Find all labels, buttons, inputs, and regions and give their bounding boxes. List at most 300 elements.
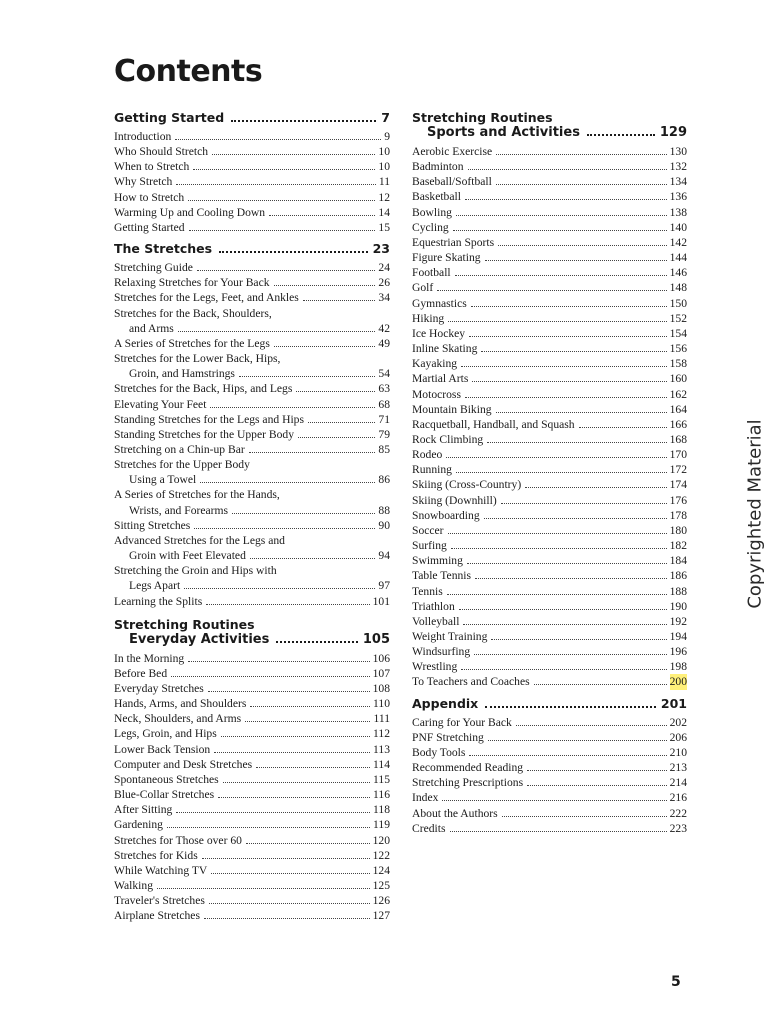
toc-entry[interactable] xyxy=(412,462,687,477)
dot-leader xyxy=(534,684,667,685)
toc-entry[interactable] xyxy=(114,726,390,741)
entry-title: Mountain Biking xyxy=(412,402,492,416)
dot-leader xyxy=(197,270,376,271)
entry-page-number: 85 xyxy=(378,442,390,456)
toc-section xyxy=(114,110,390,235)
entry-title: Baseball/Softball xyxy=(412,175,492,189)
section-page-number: 129 xyxy=(659,125,687,140)
toc-entry[interactable] xyxy=(114,205,390,220)
toc-entry[interactable] xyxy=(114,711,390,726)
dot-leader xyxy=(232,513,375,514)
entry-title: Hands, Arms, and Shoulders xyxy=(114,697,247,711)
entry-page-number: 150 xyxy=(669,296,687,310)
dot-leader xyxy=(501,503,667,504)
toc-left-column xyxy=(114,110,390,924)
dot-leader xyxy=(269,215,375,216)
section-page-number: 23 xyxy=(372,241,390,257)
entry-title: Credits xyxy=(412,821,446,835)
dot-leader xyxy=(485,706,656,708)
toc-entry[interactable] xyxy=(114,742,390,757)
dot-leader xyxy=(210,407,375,408)
toc-entry[interactable] xyxy=(114,878,390,893)
entry-title: Tennis xyxy=(412,584,443,598)
entry-page-number: 34 xyxy=(378,291,390,305)
entry-page-number: 110 xyxy=(373,697,390,711)
entry-title: Stretching Guide xyxy=(114,261,193,275)
copyright-text: Copyrighted Material xyxy=(744,419,766,609)
toc-entry[interactable] xyxy=(114,787,390,802)
toc-entry[interactable] xyxy=(412,477,687,492)
entry-title: Index xyxy=(412,791,439,805)
entry-title: Stretches for the Lower Back, Hips, xyxy=(114,352,281,366)
entry-title: Skiing (Cross-Country) xyxy=(412,478,522,492)
entry-page-number: 134 xyxy=(669,175,687,189)
dot-leader xyxy=(212,154,375,155)
toc-entry[interactable] xyxy=(114,696,390,711)
entry-page-number: 156 xyxy=(669,342,687,356)
dot-leader xyxy=(231,120,376,122)
entry-page-number: 42 xyxy=(378,321,390,335)
entry-title: Caring for Your Back xyxy=(412,715,512,729)
toc-entry[interactable] xyxy=(412,775,687,790)
entry-page-number: 186 xyxy=(669,569,687,583)
dot-leader xyxy=(469,336,667,337)
section-heading[interactable] xyxy=(412,125,687,140)
section-heading[interactable] xyxy=(114,241,390,256)
entry-page-number: 122 xyxy=(372,848,390,862)
entry-page-number: 198 xyxy=(669,660,687,674)
toc-entry[interactable] xyxy=(412,568,687,583)
toc-entry[interactable] xyxy=(412,402,687,417)
toc-entry[interactable] xyxy=(114,817,390,832)
toc-entry xyxy=(114,533,390,548)
entry-title: Gymnastics xyxy=(412,296,467,310)
entry-page-number: 108 xyxy=(372,682,390,695)
dot-leader xyxy=(298,437,375,438)
entry-page-number: 146 xyxy=(669,266,687,280)
dot-leader xyxy=(469,755,666,756)
entry-page-number: 125 xyxy=(372,879,390,893)
entry-title: Stretches for the Back, Shoulders, xyxy=(114,306,272,320)
section-kicker: Stretching Routines xyxy=(114,616,255,632)
dot-leader xyxy=(239,376,375,377)
dot-leader xyxy=(450,831,667,832)
entry-title: Walking xyxy=(114,879,153,893)
toc-entry[interactable] xyxy=(412,790,687,805)
toc-entry[interactable] xyxy=(412,553,687,568)
dot-leader xyxy=(525,487,666,488)
entry-title: Golf xyxy=(412,281,434,295)
section-title: Everyday Activities xyxy=(129,631,270,647)
toc-entry[interactable] xyxy=(114,190,390,205)
toc-entry[interactable] xyxy=(412,508,687,523)
toc-entry[interactable] xyxy=(114,757,390,772)
entry-title: In the Morning xyxy=(114,651,185,665)
toc-entry[interactable] xyxy=(114,260,390,275)
toc-entry[interactable] xyxy=(412,265,687,280)
toc-entry[interactable] xyxy=(412,205,687,220)
toc-entry[interactable] xyxy=(114,159,390,174)
section-title: Sports and Activities xyxy=(427,125,580,140)
toc-entry[interactable] xyxy=(114,833,390,848)
entry-title: Stretches for Those over 60 xyxy=(114,833,242,847)
entry-title: Recommended Reading xyxy=(412,761,524,775)
toc-entry xyxy=(114,351,390,366)
toc-entry[interactable] xyxy=(114,848,390,863)
dot-leader xyxy=(475,578,667,579)
toc-entry[interactable] xyxy=(114,863,390,878)
toc-entry[interactable] xyxy=(114,442,390,457)
entry-page-number: 176 xyxy=(669,493,687,507)
toc-entry[interactable] xyxy=(114,472,390,487)
entry-page-number: 120 xyxy=(372,833,390,847)
dot-leader xyxy=(208,691,370,692)
entry-page-number: 216 xyxy=(669,791,687,805)
entry-title: Cycling xyxy=(412,220,449,234)
toc-entry[interactable] xyxy=(114,427,390,442)
toc-entry[interactable] xyxy=(412,159,687,174)
dot-leader xyxy=(459,609,667,610)
entry-page-number: 10 xyxy=(378,145,390,159)
section-heading[interactable] xyxy=(114,110,390,125)
dot-leader xyxy=(274,346,376,347)
entry-title: Wrists, and Forearms xyxy=(129,503,229,517)
toc-entry[interactable] xyxy=(114,908,390,923)
dot-leader xyxy=(484,518,667,519)
dot-leader xyxy=(448,321,666,322)
entry-title: Surfing xyxy=(412,539,447,553)
entry-page-number: 152 xyxy=(669,311,687,325)
entry-title: Basketball xyxy=(412,190,461,204)
entry-title: Hiking xyxy=(412,311,445,325)
dot-leader xyxy=(442,800,666,801)
entry-page-number: 49 xyxy=(378,336,390,350)
toc-entry[interactable] xyxy=(412,356,687,371)
entry-title: Everyday Stretches xyxy=(114,682,204,695)
dot-leader xyxy=(256,767,370,768)
toc-entry[interactable] xyxy=(114,290,390,305)
dot-leader xyxy=(498,245,666,246)
toc-entry[interactable] xyxy=(114,321,390,336)
entry-page-number: 174 xyxy=(669,478,687,492)
entry-title: Standing Stretches for the Legs and Hips xyxy=(114,412,304,426)
toc-entry[interactable] xyxy=(114,174,390,189)
toc-section xyxy=(114,617,390,924)
entry-title: Body Tools xyxy=(412,745,466,759)
dot-leader xyxy=(246,843,370,844)
toc-entry[interactable] xyxy=(412,220,687,235)
toc-entry[interactable] xyxy=(114,802,390,817)
dot-leader xyxy=(188,661,369,662)
entry-page-number: 170 xyxy=(669,448,687,462)
section-page-number: 7 xyxy=(381,110,390,125)
entry-title: Stretches for Kids xyxy=(114,848,198,862)
dot-leader xyxy=(472,381,666,382)
dot-leader xyxy=(211,873,369,874)
dot-leader xyxy=(171,676,369,677)
entry-title: Football xyxy=(412,266,451,280)
dot-leader xyxy=(456,215,667,216)
toc-entry[interactable] xyxy=(114,129,390,144)
dot-leader xyxy=(496,412,667,413)
dot-leader xyxy=(178,331,376,332)
toc-entry[interactable] xyxy=(412,371,687,386)
toc-entry[interactable] xyxy=(412,326,687,341)
entry-page-number: 24 xyxy=(378,261,390,275)
toc-entry[interactable] xyxy=(412,311,687,326)
dot-leader xyxy=(176,184,376,185)
entry-page-number: 172 xyxy=(669,463,687,477)
toc-entry[interactable] xyxy=(412,599,687,614)
entry-title: Motocross xyxy=(412,387,461,401)
toc-entry[interactable] xyxy=(114,366,390,381)
dot-leader xyxy=(175,139,381,140)
entry-page-number: 88 xyxy=(378,503,390,517)
entry-title: Groin with Feet Elevated xyxy=(129,549,246,563)
toc-entry[interactable] xyxy=(412,715,687,730)
dot-leader xyxy=(157,888,370,889)
entry-title: To Teachers and Coaches xyxy=(412,675,530,689)
entry-page-number: 154 xyxy=(669,326,687,340)
entry-page-number: 111 xyxy=(373,712,390,726)
section-page-number: 105 xyxy=(362,631,390,647)
dot-leader xyxy=(502,816,667,817)
entry-title: Ice Hockey xyxy=(412,326,466,340)
entry-title: Stretching Prescriptions xyxy=(412,776,524,790)
dot-leader xyxy=(206,604,369,605)
entry-title: While Watching TV xyxy=(114,863,208,877)
entry-page-number: 86 xyxy=(378,473,390,487)
dot-leader xyxy=(465,199,667,200)
toc-entry[interactable] xyxy=(114,772,390,787)
entry-title: Spontaneous Stretches xyxy=(114,772,219,786)
toc-entry[interactable] xyxy=(114,666,390,681)
entry-title: Gardening xyxy=(114,818,163,832)
entry-title: After Sitting xyxy=(114,803,173,817)
toc-entry[interactable] xyxy=(114,594,390,609)
entry-title: Traveler's Stretches xyxy=(114,894,205,908)
toc-entry[interactable] xyxy=(412,432,687,447)
dot-leader xyxy=(527,770,667,771)
entry-title: Figure Skating xyxy=(412,251,481,265)
toc-section xyxy=(114,241,390,609)
toc-entry[interactable] xyxy=(412,584,687,599)
toc-entry[interactable] xyxy=(412,189,687,204)
entry-page-number: 210 xyxy=(669,745,687,759)
dot-leader xyxy=(448,533,667,534)
toc-entry[interactable] xyxy=(412,250,687,265)
entry-title: Sitting Stretches xyxy=(114,518,191,532)
dot-leader xyxy=(245,721,370,722)
entry-title: About the Authors xyxy=(412,806,498,820)
dot-leader xyxy=(587,134,655,136)
entry-page-number: 140 xyxy=(669,220,687,234)
toc-entry[interactable] xyxy=(412,806,687,821)
entry-page-number: 118 xyxy=(373,803,390,817)
dot-leader xyxy=(303,300,376,301)
toc-entry[interactable] xyxy=(412,235,687,250)
toc-entry[interactable] xyxy=(114,503,390,518)
dot-leader xyxy=(176,812,370,813)
entry-page-number: 119 xyxy=(373,818,390,832)
dot-leader xyxy=(202,858,370,859)
toc-entry[interactable] xyxy=(412,387,687,402)
entry-page-number: 71 xyxy=(378,412,390,426)
dot-leader xyxy=(437,290,666,291)
toc-section xyxy=(412,696,687,836)
toc-entry[interactable] xyxy=(114,518,390,533)
entry-title: Aerobic Exercise xyxy=(412,145,493,158)
entry-title: Legs, Groin, and Hips xyxy=(114,727,217,741)
entry-page-number: 222 xyxy=(669,806,687,820)
entry-page-number: 160 xyxy=(669,372,687,386)
entry-title: Neck, Shoulders, and Arms xyxy=(114,712,242,726)
section-heading[interactable] xyxy=(114,632,390,647)
entry-title: Stretching the Groin and Hips with xyxy=(114,564,277,578)
entry-title: Stretches for the Legs, Feet, and Ankles xyxy=(114,291,299,305)
dot-leader xyxy=(451,548,667,549)
section-page-number: 201 xyxy=(660,695,687,711)
toc-entry[interactable] xyxy=(412,447,687,462)
toc-entry[interactable] xyxy=(412,174,687,189)
entry-page-number: 223 xyxy=(669,821,687,835)
toc-entry[interactable] xyxy=(114,144,390,159)
section-heading[interactable] xyxy=(412,696,687,711)
dot-leader xyxy=(471,306,667,307)
toc-entry[interactable] xyxy=(412,523,687,538)
toc-entry[interactable] xyxy=(412,144,687,159)
toc-entry[interactable] xyxy=(412,644,687,659)
entry-page-number: 112 xyxy=(373,727,390,741)
dot-leader xyxy=(218,797,370,798)
entry-title: Racquetball, Handball, and Squash xyxy=(412,417,575,431)
dot-leader xyxy=(209,903,370,904)
toc-entry[interactable] xyxy=(412,493,687,508)
dot-leader xyxy=(474,654,666,655)
toc-entry[interactable] xyxy=(412,760,687,775)
toc-entry[interactable] xyxy=(412,280,687,295)
entry-title: Soccer xyxy=(412,523,444,537)
section-title: The Stretches xyxy=(114,241,213,257)
toc-entry[interactable] xyxy=(114,220,390,235)
toc-entry[interactable] xyxy=(412,674,687,689)
toc-entry[interactable] xyxy=(412,341,687,356)
entry-page-number: 158 xyxy=(669,357,687,371)
toc-section xyxy=(412,110,687,690)
toc-entry[interactable] xyxy=(114,578,390,593)
entry-page-number: 178 xyxy=(669,508,687,522)
section-title: Getting Started xyxy=(114,110,225,125)
section-title: Appendix xyxy=(412,695,479,711)
toc-entry[interactable] xyxy=(412,821,687,836)
toc-entry xyxy=(114,457,390,472)
dot-leader xyxy=(223,782,370,783)
entry-title: Windsurfing xyxy=(412,645,471,659)
page-title: Contents xyxy=(114,54,263,89)
toc-entry xyxy=(114,306,390,321)
dot-leader xyxy=(204,918,370,919)
dot-leader xyxy=(296,391,375,392)
toc-entry[interactable] xyxy=(412,296,687,311)
dot-leader xyxy=(453,230,667,231)
entry-page-number: 115 xyxy=(373,772,390,786)
toc-entry[interactable] xyxy=(114,275,390,290)
entry-title: How to Stretch xyxy=(114,190,185,204)
toc-entry[interactable] xyxy=(412,659,687,674)
entry-page-number: 190 xyxy=(669,599,687,613)
toc-entry[interactable] xyxy=(114,681,390,696)
entry-page-number: 162 xyxy=(669,387,687,401)
toc-entry[interactable] xyxy=(412,614,687,629)
entry-page-number: 101 xyxy=(372,594,390,608)
toc-entry[interactable] xyxy=(114,397,390,412)
entry-title: Legs Apart xyxy=(129,579,181,593)
entry-title: Equestrian Sports xyxy=(412,235,495,249)
toc-entry[interactable] xyxy=(412,730,687,745)
entry-title: Elevating Your Feet xyxy=(114,397,207,411)
toc-entry[interactable] xyxy=(114,412,390,427)
entry-page-number: 213 xyxy=(669,761,687,775)
dot-leader xyxy=(193,169,375,170)
entry-title: Relaxing Stretches for Your Back xyxy=(114,276,270,290)
entry-title: Kayaking xyxy=(412,357,458,371)
entry-title: Who Should Stretch xyxy=(114,145,209,159)
toc-entry[interactable] xyxy=(114,651,390,666)
entry-title: Before Bed xyxy=(114,666,168,680)
entry-page-number: 166 xyxy=(669,417,687,431)
entry-page-number: 136 xyxy=(669,190,687,204)
toc-entry[interactable] xyxy=(114,381,390,396)
entry-page-number: 124 xyxy=(372,863,390,877)
toc-entry[interactable] xyxy=(412,417,687,432)
entry-title: Table Tennis xyxy=(412,569,472,583)
entry-page-number: 144 xyxy=(669,251,687,265)
entry-page-number: 107 xyxy=(372,666,390,680)
entry-page-number: 182 xyxy=(669,539,687,553)
dot-leader xyxy=(481,351,666,352)
entry-page-number: 114 xyxy=(373,757,390,771)
entry-title: Airplane Stretches xyxy=(114,909,200,923)
dot-leader xyxy=(467,563,667,564)
dot-leader xyxy=(465,397,667,398)
dot-leader xyxy=(167,827,370,828)
dot-leader xyxy=(516,725,667,726)
page-number: 5 xyxy=(671,974,681,990)
toc-entry[interactable] xyxy=(412,538,687,553)
entry-page-number: 200 xyxy=(669,675,687,689)
toc-entry[interactable] xyxy=(114,548,390,563)
entry-page-number: 116 xyxy=(373,788,390,802)
entry-title: Inline Skating xyxy=(412,342,478,356)
toc-entry[interactable] xyxy=(412,745,687,760)
dot-leader xyxy=(249,452,376,453)
entry-page-number: 127 xyxy=(372,909,390,923)
toc-right-column xyxy=(412,110,687,836)
copyright-side-mark xyxy=(744,396,766,632)
dot-leader xyxy=(194,528,375,529)
dot-leader xyxy=(463,624,666,625)
toc-entry[interactable] xyxy=(412,629,687,644)
toc-entry[interactable] xyxy=(114,336,390,351)
dot-leader xyxy=(461,669,666,670)
dot-leader xyxy=(527,785,667,786)
dot-leader xyxy=(456,472,667,473)
entry-page-number: 206 xyxy=(669,730,687,744)
entry-page-number: 63 xyxy=(378,382,390,396)
entry-title: Getting Started xyxy=(114,220,185,234)
entry-title: Triathlon xyxy=(412,599,455,613)
toc-entry[interactable] xyxy=(114,893,390,908)
